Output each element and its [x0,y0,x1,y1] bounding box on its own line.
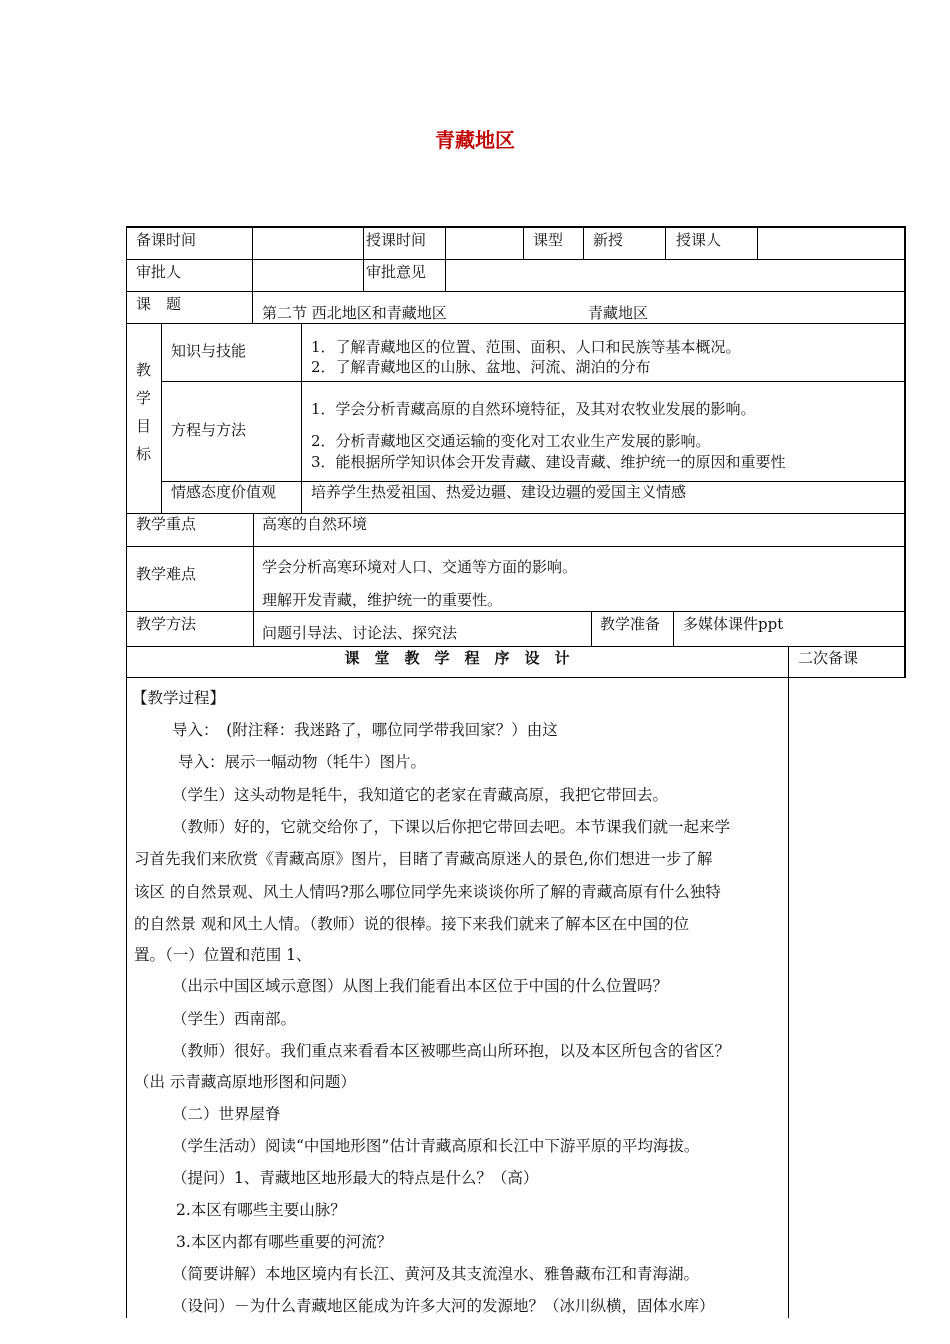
row-divider [126,677,906,678]
column-divider [445,226,446,291]
difficulty-line: 学会分析高寒环境对人口、交通等方面的影响。 [262,558,578,576]
column-divider [252,226,253,323]
column-divider [253,513,254,646]
row-divider [126,646,906,647]
process-label: 方程与方法 [171,421,247,439]
lesson-type-value: 新授 [593,231,624,249]
objectives-label-char: 目 [135,417,151,435]
difficulty-line: 理解开发青藏，维护统一的重要性。 [262,591,503,609]
teacher-label: 授课人 [676,231,722,249]
column-divider [665,226,666,259]
column-divider [301,323,302,513]
process-line: （教师）好的，它就交给你了，下课以后你把它带回去吧。本节课我们就一起来学 [172,818,731,836]
knowledge-item: 2．了解青藏地区的山脉、盆地、河流、湖泊的分布 [311,358,651,376]
focus-text: 高寒的自然环境 [262,515,368,533]
focus-label: 教学重点 [136,515,197,533]
approval-opinion-label: 审批意见 [366,263,427,281]
process-line: 习首先我们来欣赏《青藏高原》图片，目睹了青藏高原迷人的景色,你们想进一步了解 [134,850,713,868]
knowledge-label: 知识与技能 [171,342,247,360]
process-line: （教师）很好。我们重点来看看本区被哪些高山所环抱，以及本区所包含的省区？ [172,1042,731,1060]
process-line: 置。（一）位置和范围 1、 [134,946,312,964]
process-item: 2．分析青藏地区交通运输的变化对工农业生产发展的影响。 [311,432,711,450]
objectives-label-char: 标 [135,445,151,463]
process-line: 导入： (附注释：我迷路了，哪位同学带我回家？）由这 [172,721,558,739]
row-divider [126,291,906,292]
process-line: （学生）西南部。 [172,1010,297,1028]
column-divider [161,323,162,513]
knowledge-item: 1．了解青藏地区的位置、范围、面积、人口和民族等基本概况。 [311,338,741,356]
lesson-plan-table [126,226,906,1318]
lesson-type-label: 课型 [533,231,564,249]
process-heading: 【教学过程】 [132,689,226,707]
page-title: 青藏地区 [435,128,515,152]
prep-time-label: 备课时间 [136,231,197,249]
process-item: 1．学会分析青藏高原的自然环境特征，及其对农牧业发展的影响。 [311,400,756,418]
process-line: （学生）这头动物是牦牛，我知道它的老家在青藏高原，我把它带回去。 [172,786,669,804]
teach-time-label: 授课时间 [366,231,427,249]
row-divider [126,546,906,547]
process-line: （出示中国区域示意图）从图上我们能看出本区位于中国的什么位置吗？ [172,977,669,995]
process-line: 的自然景 观和风土人情。（教师）说的很棒。接下来我们就来了解本区在中国的位 [134,915,690,933]
objectives-label-char: 学 [135,389,151,407]
row-divider [126,513,906,514]
table-border-top [126,226,906,228]
column-divider [523,226,524,259]
process-line: 导入：展示一幅动物（牦牛）图片。 [178,753,427,771]
process-line: 2.本区有哪些主要山脉？ [176,1201,346,1219]
design-heading: 课 堂 教 学 程 序 设 计 [344,649,570,667]
topic-title: 青藏地区 [588,304,649,322]
topic-label: 课 题 [136,295,182,313]
column-divider [757,226,758,259]
row-divider [161,381,906,382]
column-divider [673,611,674,646]
row-divider [126,611,906,612]
difficulty-label: 教学难点 [136,565,197,583]
process-line: 该区 的自然景观、风土人情吗?那么哪位同学先来谈谈你所了解的青藏高原有什么独特 [134,883,721,901]
column-divider [591,611,592,646]
column-divider [363,226,364,291]
row-divider [126,259,906,260]
row-divider [126,323,906,324]
emotion-label: 情感态度价值观 [171,483,277,501]
prep-text: 多媒体课件ppt [683,615,784,633]
column-divider [788,646,789,1318]
emotion-text: 培养学生热爱祖国、热爱边疆、建设边疆的爱国主义情感 [311,483,687,501]
process-line: （二）世界屋脊 [172,1105,281,1123]
approver-label: 审批人 [136,263,182,281]
process-line: （出 示青藏高原地形图和问题） [134,1073,356,1091]
process-line: （设问）－为什么青藏地区能成为许多大河的发源地？（冰川纵横，固体水库） [172,1297,715,1315]
method-label: 教学方法 [136,615,197,633]
process-line: （学生活动）阅读“中国地形图”估计青藏高原和长江中下游平原的平均海拔。 [172,1137,700,1155]
prep-label: 教学准备 [600,615,661,633]
process-line: 3.本区内都有哪些重要的河流？ [176,1233,393,1251]
process-line: （简要讲解）本地区境内有长江、黄河及其支流湟水、雅鲁藏布江和青海湖。 [172,1265,700,1283]
process-item: 3．能根据所学知识体会开发青藏、建设青藏、维护统一的原因和重要性 [311,453,786,471]
process-line: （提问）1、青藏地区地形最大的特点是什么？（高） [172,1169,539,1187]
column-divider [583,226,584,259]
table-border-right [904,226,906,677]
topic-section: 第二节 西北地区和青藏地区 [262,304,447,322]
second-prep-label: 二次备课 [798,649,859,667]
objectives-label-char: 教 [135,361,151,379]
method-text: 问题引导法、讨论法、探究法 [262,624,458,642]
